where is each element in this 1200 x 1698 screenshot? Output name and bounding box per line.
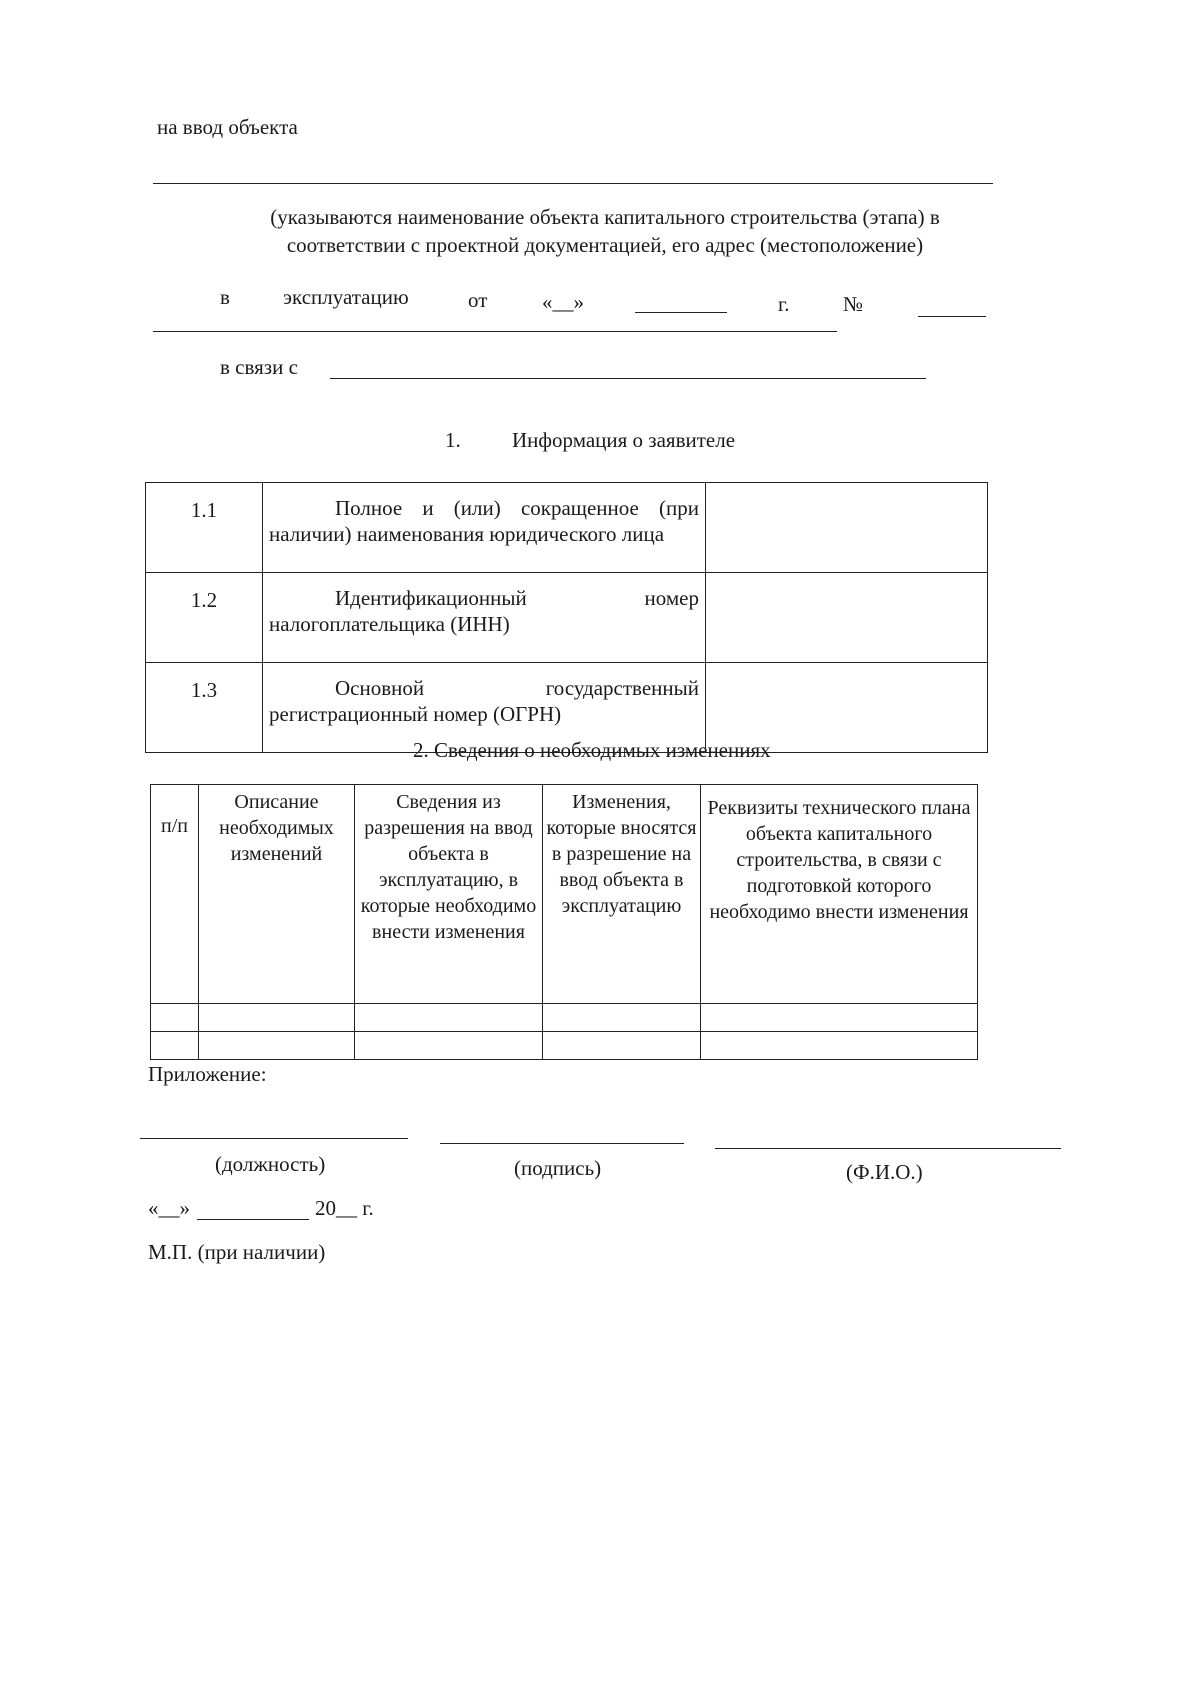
table-row bbox=[146, 483, 988, 573]
position-caption: (должность) bbox=[215, 1152, 326, 1176]
object-line-label: на ввод объекта bbox=[157, 115, 298, 139]
exploitation-year-suffix: г. bbox=[778, 292, 790, 316]
changes-table bbox=[150, 784, 978, 1060]
row-number: 1.3 bbox=[146, 663, 263, 753]
fio-line bbox=[715, 1148, 1061, 1149]
signature-line bbox=[440, 1143, 684, 1144]
cell[interactable] bbox=[151, 1004, 199, 1032]
exploitation-day: «__» bbox=[542, 290, 584, 314]
row-number: 1.1 bbox=[146, 483, 263, 573]
position-line bbox=[140, 1138, 408, 1139]
header-num: п/п bbox=[151, 785, 199, 1004]
cell[interactable] bbox=[701, 1004, 978, 1032]
attachment-label: Приложение: bbox=[148, 1062, 267, 1086]
date-day: «__» bbox=[148, 1196, 190, 1220]
exploitation-from: от bbox=[468, 288, 488, 312]
cell[interactable] bbox=[543, 1032, 701, 1060]
cell[interactable] bbox=[355, 1032, 543, 1060]
header-changes: Изменения, которые вносятся в разрешение на ввод объекта в эксплуатацию bbox=[543, 785, 701, 1004]
table-row bbox=[146, 573, 988, 663]
row-number: 1.2 bbox=[146, 573, 263, 663]
applicant-table bbox=[145, 482, 988, 753]
exploitation-number-sign: № bbox=[843, 292, 864, 316]
cell[interactable] bbox=[701, 1032, 978, 1060]
table-header-row bbox=[151, 785, 978, 1004]
section2-title: 2. Сведения о необходимых изменениях bbox=[413, 738, 771, 762]
section1-title: Информация о заявителе bbox=[512, 428, 736, 452]
header-permit-info: Сведения из разрешения на ввод объекта в эксплуатацию, в которые необходимо внести изменения bbox=[355, 785, 543, 1004]
exploitation-word-v: в bbox=[220, 285, 230, 309]
fio-caption: (Ф.И.О.) bbox=[846, 1160, 923, 1184]
exploitation-month-line bbox=[635, 312, 727, 313]
date-year: 20__ г. bbox=[315, 1196, 374, 1220]
applicant-name-value[interactable] bbox=[706, 483, 988, 573]
row-label-line2: регистрационный номер (ОГРН) bbox=[269, 702, 562, 726]
cell[interactable] bbox=[355, 1004, 543, 1032]
row-label-line1: Идентификационный номер bbox=[335, 586, 699, 610]
header-tech-plan: Реквизиты технического плана объекта капитального строительства, в связи с подготовкой которого необходимо внести изменения bbox=[701, 785, 978, 1004]
object-note: (указываются наименование объекта капитального строительства (этапа) в соответствии с проектной документацией, его адрес (местоположение) bbox=[270, 205, 940, 257]
row-label bbox=[263, 573, 706, 663]
signature-caption: (подпись) bbox=[514, 1156, 602, 1180]
cell[interactable] bbox=[199, 1032, 355, 1060]
cell[interactable] bbox=[151, 1032, 199, 1060]
applicant-inn-value[interactable] bbox=[706, 573, 988, 663]
exploitation-full-line bbox=[153, 331, 837, 332]
object-name-line bbox=[153, 183, 993, 184]
stamp-label: М.П. (при наличии) bbox=[148, 1240, 326, 1264]
header-description: Описание необходимых изменений bbox=[199, 785, 355, 1004]
row-label bbox=[263, 483, 706, 573]
row-label-line2: наличии) наименования юридического лица bbox=[269, 522, 665, 546]
row-label-line1: Основной государственный bbox=[335, 676, 699, 700]
cell[interactable] bbox=[543, 1004, 701, 1032]
table-row bbox=[151, 1032, 978, 1060]
row-label-line2: налогоплательщика (ИНН) bbox=[269, 612, 510, 636]
row-label-line1: Полное и (или) сокращенное (при bbox=[335, 496, 699, 520]
table-row bbox=[151, 1004, 978, 1032]
in-connection-line bbox=[330, 378, 926, 379]
date-month-line bbox=[197, 1219, 309, 1220]
exploitation-number-line bbox=[918, 316, 986, 317]
section1-number: 1. bbox=[445, 428, 461, 452]
in-connection-label: в связи с bbox=[220, 355, 298, 379]
exploitation-word: эксплуатацию bbox=[283, 285, 409, 309]
cell[interactable] bbox=[199, 1004, 355, 1032]
